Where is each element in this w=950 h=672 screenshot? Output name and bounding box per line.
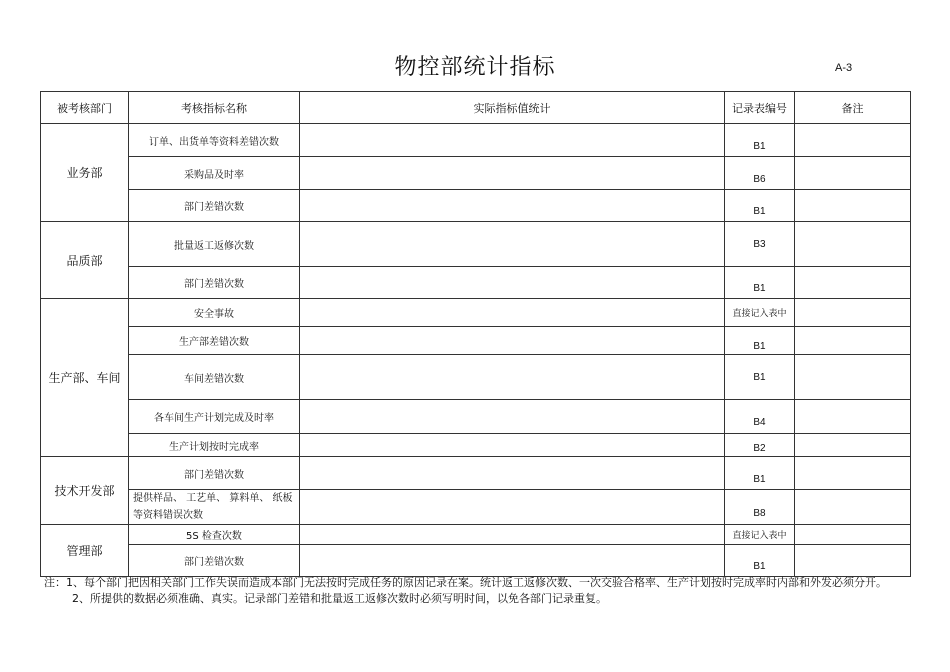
- actual-value-cell[interactable]: [300, 124, 725, 157]
- indicator-cell: 安全事故: [129, 299, 300, 327]
- notes: [44, 576, 904, 605]
- record-cell: B1: [725, 355, 795, 400]
- indicator-cell: 采购品及时率: [129, 157, 300, 190]
- indicator-cell: 生产计划按时完成率: [129, 434, 300, 457]
- actual-value-cell[interactable]: [300, 355, 725, 400]
- indicator-cell: 批量返工返修次数: [129, 222, 300, 267]
- remark-cell[interactable]: [795, 299, 911, 327]
- indicator-cell: 部门差错次数: [129, 545, 300, 577]
- remark-cell[interactable]: [795, 400, 911, 434]
- actual-value-cell[interactable]: [300, 490, 725, 525]
- table-row: [41, 400, 911, 434]
- dept-cell: 品质部: [41, 222, 129, 299]
- remark-cell[interactable]: [795, 525, 911, 545]
- indicator-cell: 5S 检查次数: [129, 525, 300, 545]
- table-row: [41, 545, 911, 577]
- header-row: [41, 92, 911, 124]
- indicator-cell: 车间差错次数: [129, 355, 300, 400]
- record-code: B1: [753, 283, 766, 294]
- table-row: [41, 525, 911, 545]
- remark-cell[interactable]: [795, 434, 911, 457]
- remark-cell[interactable]: [795, 222, 911, 267]
- record-cell: [725, 457, 795, 490]
- remark-cell[interactable]: [795, 267, 911, 299]
- table-row: [41, 124, 911, 157]
- dept-cell: 技术开发部: [41, 457, 129, 525]
- table-row: [41, 457, 911, 490]
- record-code: B2: [753, 442, 766, 454]
- record-code: B1: [753, 473, 766, 485]
- remark-cell[interactable]: [795, 157, 911, 190]
- dept-cell: 生产部、车间: [41, 299, 129, 457]
- actual-value-cell[interactable]: [300, 457, 725, 490]
- actual-value-cell[interactable]: [300, 267, 725, 299]
- dept-cell: 管理部: [41, 525, 129, 577]
- header-indicator: 考核指标名称: [129, 92, 300, 124]
- note-2: 2、所提供的数据必须准确、真实。记录部门差错和批量返工返修次数时必须写明时间，以免各部门记录重复。: [72, 592, 607, 605]
- page-title: 物控部统计指标: [394, 55, 556, 80]
- form-code: A-3: [835, 62, 853, 74]
- table-row: [41, 267, 911, 299]
- dept-cell: 业务部: [41, 124, 129, 222]
- actual-value-cell[interactable]: [300, 327, 725, 355]
- record-cell: [725, 124, 795, 157]
- indicator-table: [40, 91, 911, 577]
- record-cell: [725, 545, 795, 577]
- remark-cell[interactable]: [795, 490, 911, 525]
- record-cell: [725, 434, 795, 457]
- table-row: [41, 190, 911, 222]
- record-cell: B3: [725, 222, 795, 267]
- record-cell: 直接记入表中: [725, 525, 795, 545]
- indicator-cell: 部门差错次数: [129, 457, 300, 490]
- actual-value-cell[interactable]: [300, 434, 725, 457]
- indicator-cell: 提供样品、 工艺单、 算料单、 纸板等资料错误次数: [129, 490, 300, 525]
- record-cell: 直接记入表中: [725, 299, 795, 327]
- record-cell: [725, 490, 795, 525]
- remark-cell[interactable]: [795, 327, 911, 355]
- actual-value-cell[interactable]: [300, 222, 725, 267]
- table-row: [41, 355, 911, 400]
- table-row: [41, 490, 911, 525]
- remark-cell[interactable]: [795, 457, 911, 490]
- actual-value-cell[interactable]: [300, 525, 725, 545]
- actual-value-cell[interactable]: [300, 545, 725, 577]
- record-cell: [725, 267, 795, 299]
- record-code: B8: [753, 507, 766, 519]
- remark-cell[interactable]: [795, 124, 911, 157]
- table-row: [41, 434, 911, 457]
- actual-value-cell[interactable]: [300, 400, 725, 434]
- table-row: [41, 299, 911, 327]
- record-code: B1: [753, 561, 766, 572]
- header-actual: 实际指标值统计: [300, 92, 725, 124]
- record-cell: [725, 157, 795, 190]
- remark-cell[interactable]: [795, 545, 911, 577]
- actual-value-cell[interactable]: [300, 157, 725, 190]
- record-cell: [725, 400, 795, 434]
- record-code: B6: [753, 173, 766, 185]
- record-cell: [725, 327, 795, 355]
- header-remark: 备注: [795, 92, 911, 124]
- table-row: [41, 327, 911, 355]
- header-dept: 被考核部门: [41, 92, 129, 124]
- indicator-cell: 订单、出货单等资料差错次数: [129, 124, 300, 157]
- indicator-cell: 生产部差错次数: [129, 327, 300, 355]
- record-code: B1: [753, 140, 766, 152]
- remark-cell[interactable]: [795, 355, 911, 400]
- remark-cell[interactable]: [795, 190, 911, 222]
- indicator-cell: 部门差错次数: [129, 190, 300, 222]
- indicator-cell: 部门差错次数: [129, 267, 300, 299]
- header-record: 记录表编号: [725, 92, 795, 124]
- note-1: 注：1、每个部门把因相关部门工作失误而造成本部门无法按时完成任务的原因记录在案。统计返工返修次数、一次交验合格率、生产计划按时完成率时内部和外发必须分开。: [44, 576, 887, 589]
- record-code: B4: [753, 417, 766, 428]
- record-code: B1: [753, 206, 766, 217]
- actual-value-cell[interactable]: [300, 190, 725, 222]
- actual-value-cell[interactable]: [300, 299, 725, 327]
- indicator-cell: 各车间生产计划完成及时率: [129, 400, 300, 434]
- record-cell: [725, 190, 795, 222]
- table-row: [41, 222, 911, 267]
- table-row: [41, 157, 911, 190]
- record-code: B1: [753, 341, 766, 352]
